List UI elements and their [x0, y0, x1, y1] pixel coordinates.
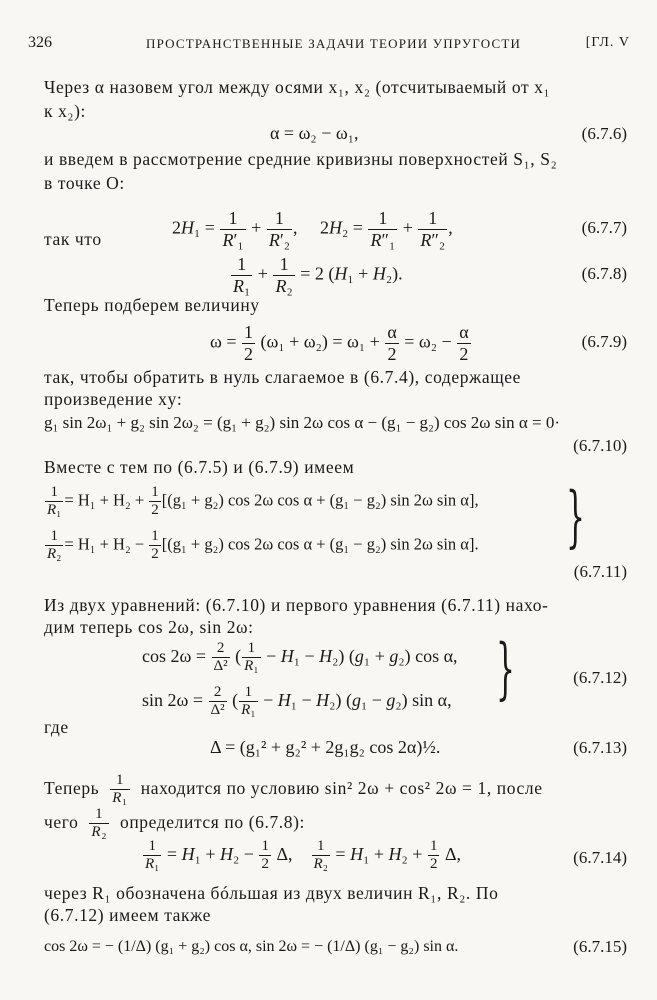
equation-number: (6.7.12) [573, 668, 627, 687]
text-line: через R₁ обозначена бóльшая из двух величин R₁, R₂. По [44, 883, 499, 903]
equation-6-7-7: 2H₁ = $\frac{1}{\text{R′₁}}$ + $\frac{1}{\text{R′₂}}$ , 2H₂ = $\frac{1}{\text{R″₁}}$ + $\frac{1}{\text{R″₂}}$ , [172, 208, 453, 250]
equation-6-7-11-b: $\frac{1}{\text{R₂}}$ = H₁ + H₂ − $\frac{1}{2}$ [(g₁ + g₂) cos 2ω cos α + (g₁ − g₂) sin 2ω sin α]. [47, 528, 479, 563]
equation-number: (6.7.10) [573, 436, 627, 455]
page-header [28, 34, 630, 56]
text-line: Теперь $\frac{1}{\text{R₁}}$ находится по условию sin² 2ω + cos² 2ω = 1, после [44, 772, 543, 807]
equation-number: (6.7.9) [581, 332, 627, 351]
equation-number: (6.7.7) [581, 218, 627, 237]
equation-6-7-8: $\frac{1}{\text{R₁}}$ + $\frac{1}{\text{R₂}}$ = 2 (H₁ + H₂). [233, 254, 403, 296]
equation-6-7-10: g₁ sin 2ω₁ + g₂ sin 2ω₂ = (g₁ + g₂) sin 2ω cos α − (g₁ − g₂) cos 2ω sin α = 0· [44, 413, 560, 432]
equation-number: (6.7.6) [581, 124, 627, 143]
text-line: Теперь подберем величину [44, 295, 260, 315]
text-part: определится по (6.7.8): [119, 811, 306, 832]
text-line: Через α назовем угол между осями x₁, x₂ (отсчитываемый от x₁ [44, 77, 551, 97]
text-line: так что [44, 229, 102, 249]
equation-6-7-15: cos 2ω = − (1/Δ) (g₁ + g₂) cos α, sin 2ω = − (1/Δ) (g₁ − g₂) sin α. [44, 938, 459, 955]
equation-6-7-9: ω = $\frac{1}{2}$ (ω₁ + ω₂) = ω₁ + $\frac{\alpha}{2}$ = ω₂ − $\frac{\alpha}{2}$ [210, 322, 469, 364]
equation-6-7-6: α = ω₂ − ω₁, [270, 123, 359, 143]
right-brace: } [496, 630, 515, 707]
equation-part: = H₁ + H₂ − [64, 534, 149, 554]
text-line: дим теперь cos 2ω, sin 2ω: [44, 617, 254, 637]
equation-6-7-11-a: $\frac{1}{\text{R₁}}$ = H₁ + H₂ + $\frac{1}{2}$ [(g₁ + g₂) cos 2ω cos α + (g₁ − g₂) sin 2ω sin α], [47, 484, 479, 519]
text-part: Теперь [44, 777, 100, 798]
equation-6-7-14: $\frac{1}{\text{R₁}}$ = H₁ + H₂ − $\frac{1}{2}$ Δ, $\frac{1}{\text{R₂}}$ = H₁ + H₂ + $\frac{1}{2}$ Δ, [145, 838, 462, 873]
text-part: находится по условию sin² 2ω + cos² 2ω = 1, после [140, 777, 543, 798]
text-line: где [44, 717, 69, 737]
equation-number: (6.7.13) [573, 738, 627, 757]
running-title: ПРОСТРАНСТВЕННЫЕ ЗАДАЧИ ТЕОРИИ УПРУГОСТИ [146, 36, 522, 51]
text-line: к x₂): [44, 101, 87, 121]
equation-number: (6.7.15) [573, 937, 627, 956]
text-line: и введем в рассмотрение средние кривизны поверхностей S₁, S₂ [44, 149, 558, 169]
text-line: произведение xy: [44, 389, 183, 409]
equation-number: (6.7.8) [581, 264, 627, 283]
equation-6-7-12-a: cos 2ω = $\frac{2}{\text{Δ²}}$ ( $\frac{1}{\text{R₁}}$ − H₁ − H₂) (g₁ + g₂) cos α, [142, 640, 458, 675]
right-brace: } [566, 478, 585, 555]
equation-number: (6.7.11) [573, 562, 627, 581]
equation-6-7-12-b: sin 2ω = $\frac{2}{\text{Δ²}}$ ( $\frac{1}{\text{R₁}}$ − H₁ − H₂) (g₁ − g₂) sin α, [142, 684, 452, 719]
text-line: Вместе с тем по (6.7.5) и (6.7.9) имеем [44, 457, 355, 477]
equation-6-7-13: Δ = (g₁² + g₂² + 2g₁g₂ cos 2α)½. [210, 737, 441, 757]
equation-part: [(g₁ + g₂) cos 2ω cos α + (g₁ − g₂) sin 2ω sin α]. [161, 534, 479, 554]
text-part: чего [44, 811, 79, 832]
chapter-label: [ГЛ. V [585, 35, 630, 50]
text-line: в точке O: [44, 173, 125, 193]
text-line: чего $\frac{1}{\text{R₂}}$ определится по (6.7.8): [44, 806, 306, 841]
text-line: так, чтобы обратить в нуль слагаемое в (6.7.4), содержащее [44, 367, 521, 387]
page-number: 326 [28, 34, 52, 51]
equation-part: = H₁ + H₂ + [64, 490, 149, 510]
equation-number: (6.7.14) [573, 848, 627, 867]
text-line: Из двух уравнений: (6.7.10) и первого уравнения (6.7.11) нахо- [44, 595, 549, 615]
equation-part: [(g₁ + g₂) cos 2ω cos α + (g₁ − g₂) sin 2ω sin α], [161, 490, 479, 510]
text-line: (6.7.12) имеем также [44, 905, 211, 925]
